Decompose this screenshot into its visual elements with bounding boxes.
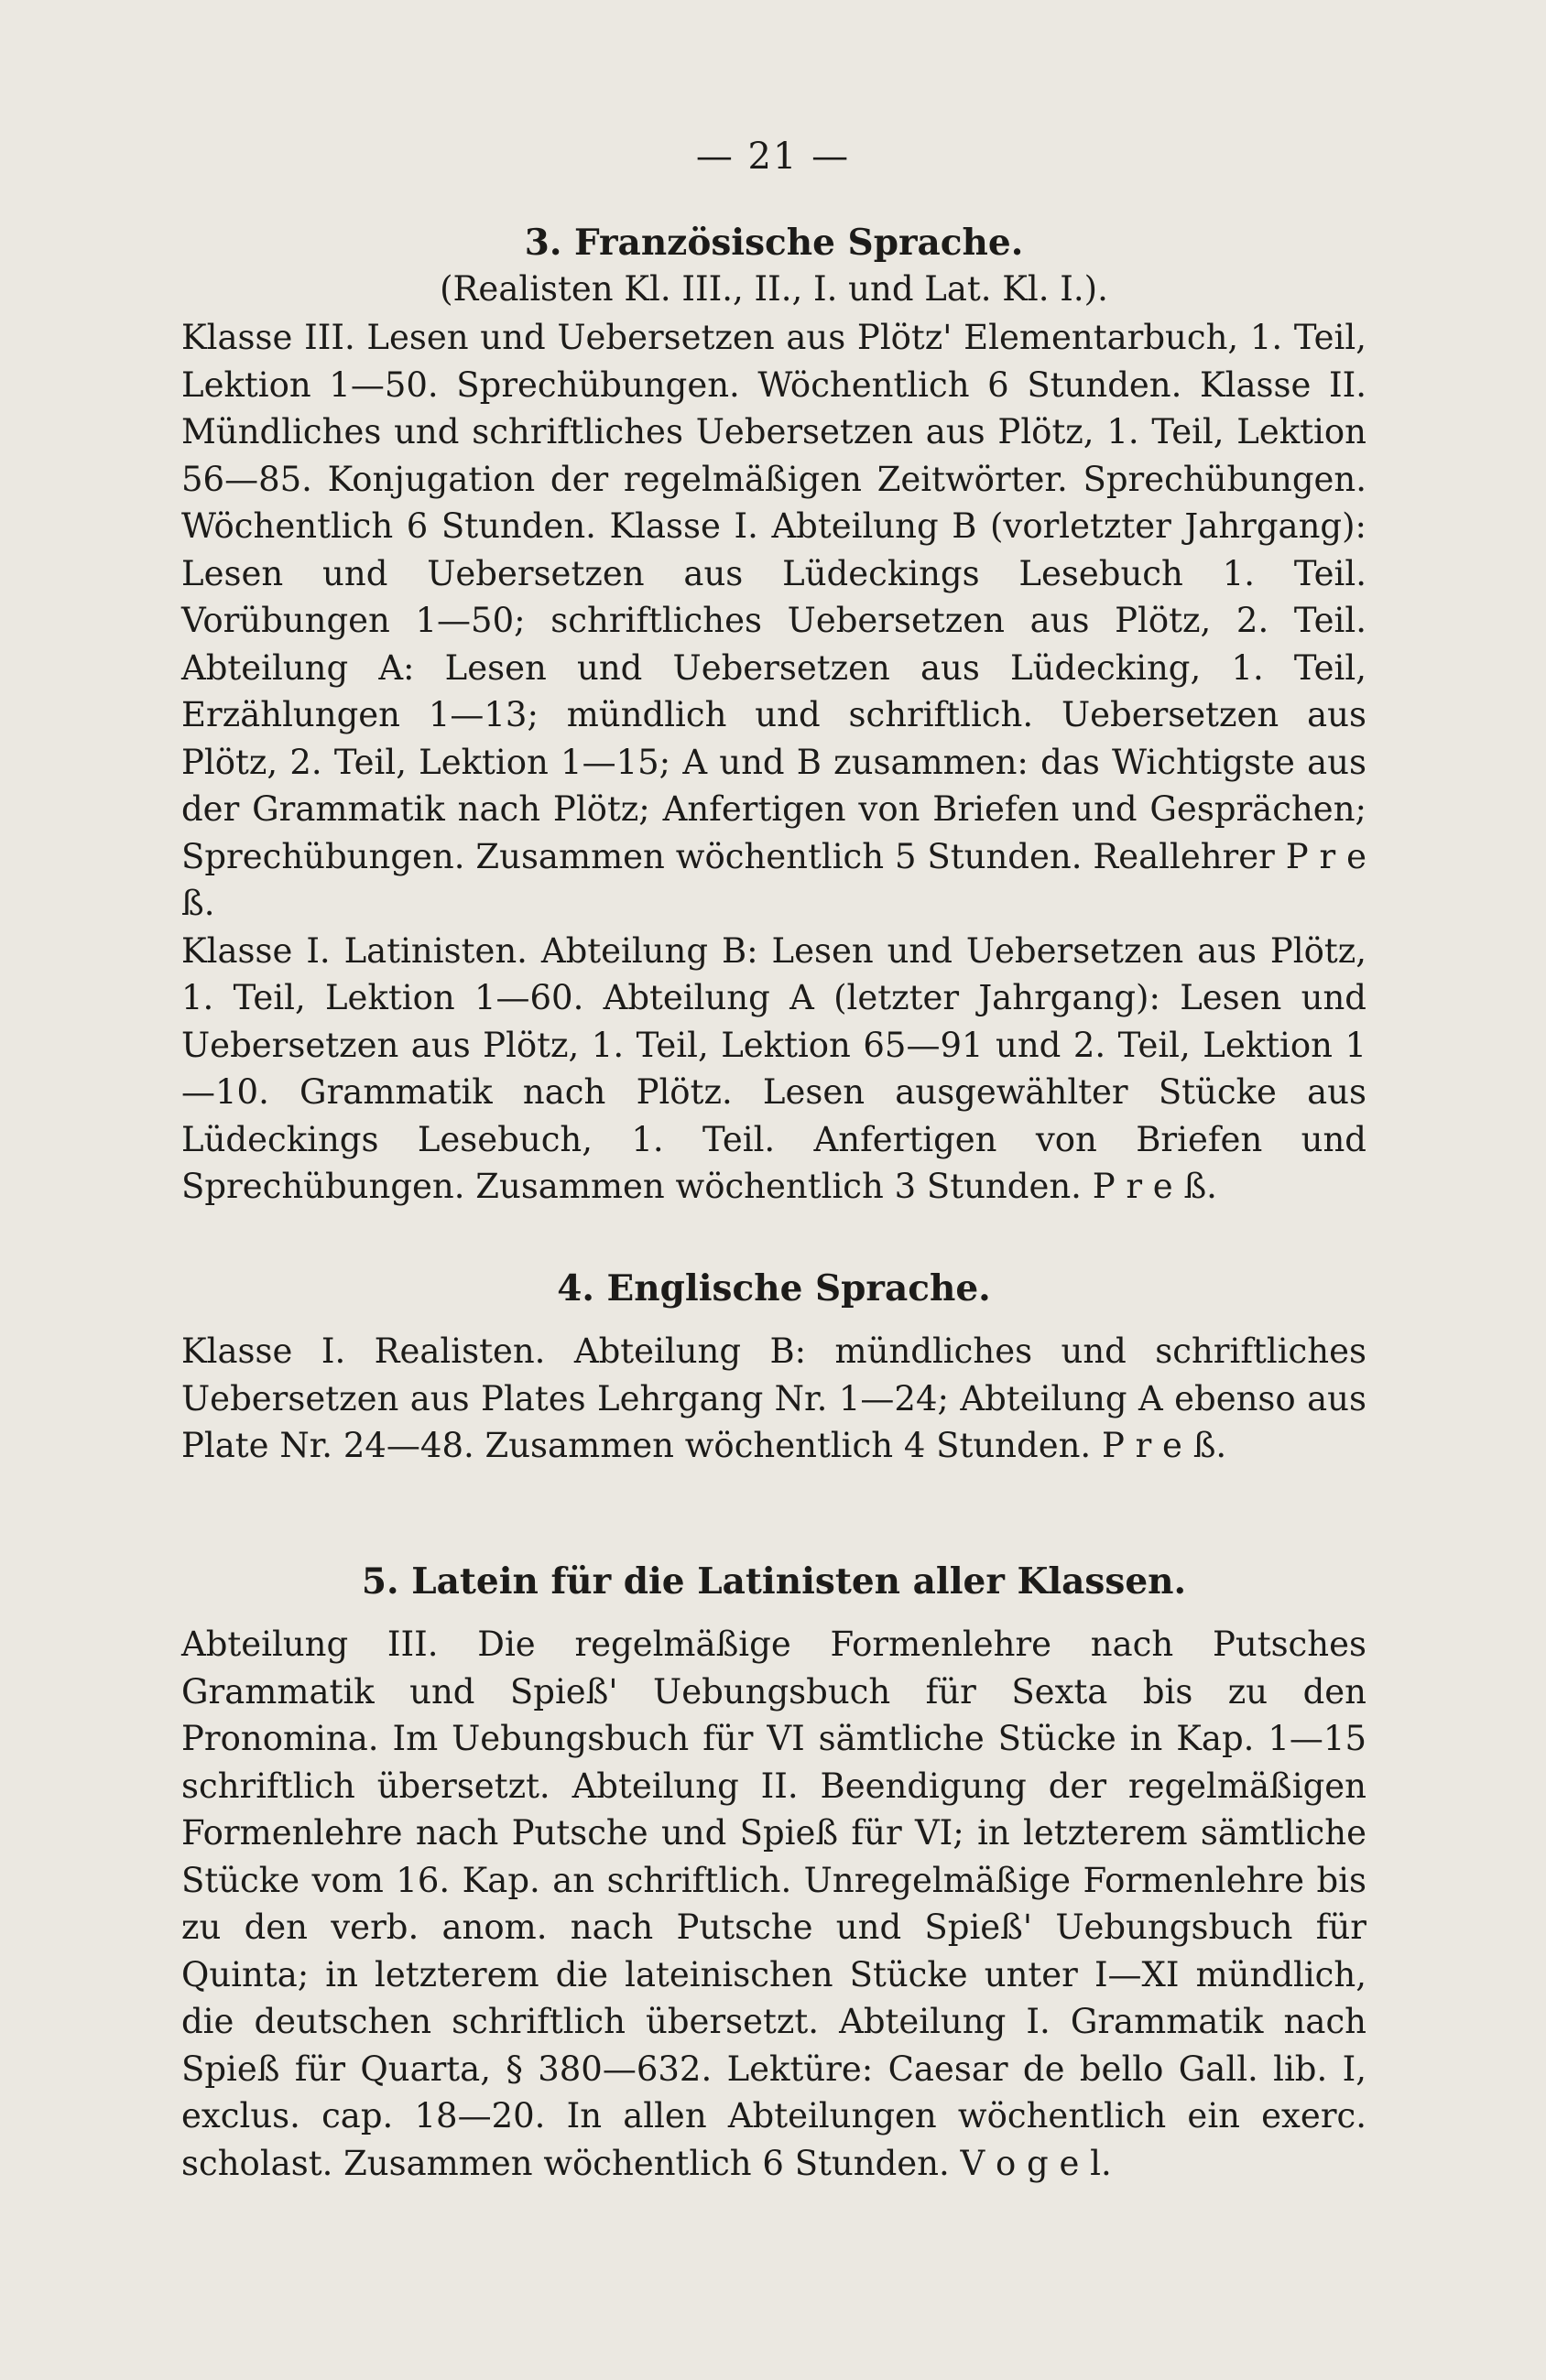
paragraph: Klasse I. Realisten. Abteilung B: mündliches und schriftliches Uebersetzen aus Plates Lehrgang Nr. 1—24; Abteilung A ebenso aus Plate Nr. 24—48. Zusammen wöchentlich 4 Stunden. P r e ß. xyxy=(181,1331,1366,1465)
section-english xyxy=(181,1266,1366,1470)
section-heading: 3. Französische Sprache. xyxy=(524,222,1024,264)
section-heading: 5. Latein für die Latinisten aller Klassen. xyxy=(361,1560,1187,1603)
section-french xyxy=(181,220,1366,1211)
section-latin xyxy=(181,1559,1366,2187)
paragraph: Klasse I. Latinisten. Abteilung B: Lesen und Uebersetzen aus Plötz, 1. Teil, Lektion 1—60. Abteilung A (letzter Jahrgang): Lesen und Uebersetzen aus Plötz, 1. Teil, Lektion 65—91 und 2. Teil, Lektion 1—10. Grammatik nach Plötz. Lesen ausgewählter Stücke aus Lüdeckings Lesebuch, 1. Teil. Anfertigen von Briefen und Sprechübungen. Zusammen wöchentlich 3 Stunden. P r e ß. xyxy=(181,930,1366,1206)
section-subheading: (Realisten Kl. III., II., I. und Lat. Kl. I.). xyxy=(440,269,1108,309)
page-number: — 21 — xyxy=(695,136,851,178)
section-heading: 4. Englische Sprache. xyxy=(557,1267,991,1310)
paragraph: Klasse III. Lesen und Uebersetzen aus Plötz' Elementarbuch, 1. Teil, Lektion 1—50. Sprechübungen. Wöchentlich 6 Stunden. Klasse II. Mündliches und schriftliches Uebersetzen aus Plötz, 1. Teil, Lektion 56—85. Konjugation der regelmäßigen Zeitwörter. Sprechübungen. Wöchentlich 6 Stunden. Klasse I. Abteilung B (vorletzter Jahrgang): Lesen und Uebersetzen aus Lüdeckings Lesebuch 1. Teil. Vorübungen 1—50; schriftliches Uebersetzen aus Plötz, 2. Teil. Abteilung A: Lesen und Uebersetzen aus Lüdecking, 1. Teil, Erzählungen 1—13; mündlich und schriftlich. Uebersetzen aus Plötz, 2. Teil, Lektion 1—15; A und B zusammen: das Wichtigste aus der Grammatik nach Plötz; Anfertigen von Briefen und Gesprächen; Sprechübungen. Zusammen wöchentlich 5 Stunden. Reallehrer P r e ß. xyxy=(181,318,1366,923)
paragraph: Abteilung III. Die regelmäßige Formenlehre nach Putsches Grammatik und Spieß' Uebungsbuch für Sexta bis zu den Pronomina. Im Uebungsbuch für VI sämtliche Stücke in Kap. 1—15 schriftlich übersetzt. Abteilung II. Beendigung der regelmäßigen Formenlehre nach Putsche und Spieß für VI; in letzterem sämtliche Stücke vom 16. Kap. an schriftlich. Unregelmäßige Formenlehre bis zu den verb. anom. nach Putsche und Spieß' Uebungsbuch für Quinta; in letzterem die lateinischen Stücke unter I—XI mündlich, die deutschen schriftlich übersetzt. Abteilung I. Grammatik nach Spieß für Quarta, § 380—632. Lektüre: Caesar de bello Gall. lib. I, exclus. cap. 18—20. In allen Abteilungen wöchentlich ein exerc. scholast. Zusammen wöchentlich 6 Stunden. V o g e l. xyxy=(181,1625,1366,2183)
